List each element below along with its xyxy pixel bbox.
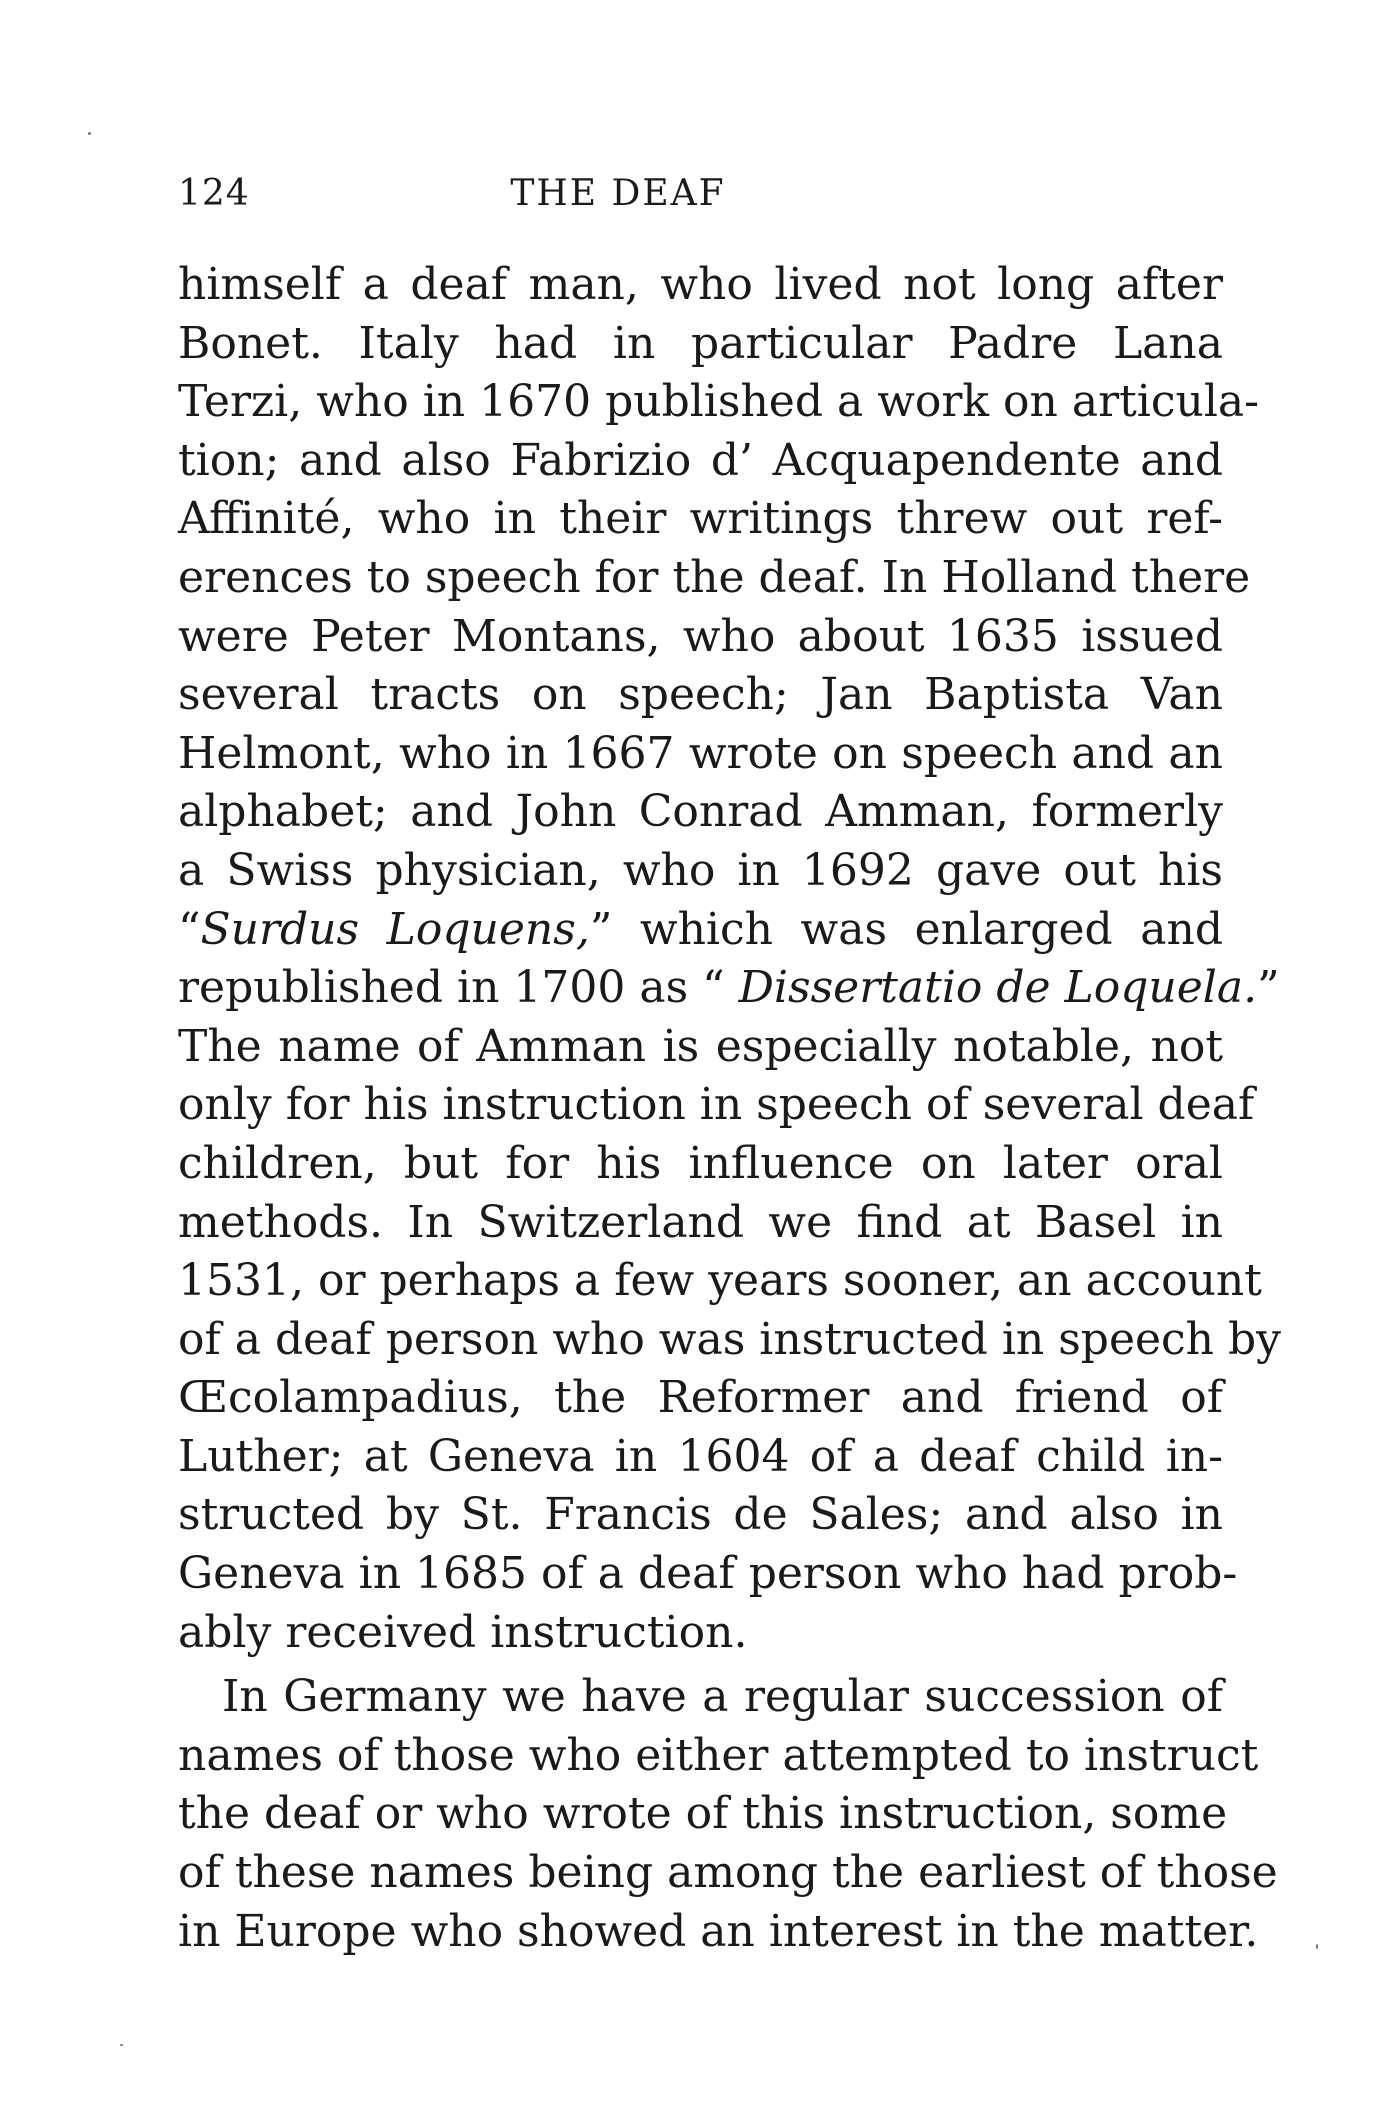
text-run: The name of Amman is especially notable, not [178,1020,1223,1072]
running-title: THE DEAF [510,173,726,214]
text-run: the deaf or who wrote of this instruction, some [178,1788,1228,1840]
text-run: ably received instruction. [178,1606,748,1658]
running-head [178,164,1223,224]
text-run: ” which was enlarged and [589,903,1223,955]
text-run: a Swiss physician, who in 1692 gave out his [178,844,1223,896]
paper-speck [88,132,91,135]
text-line [178,373,1260,432]
text-run: Œcolampadius, the Reformer and friend of [178,1372,1223,1424]
text-line [178,1604,1223,1663]
text-run: tion; and also Fabrizio d’ Acquapendente and [178,434,1223,486]
text-line [178,1668,1223,1727]
text-line [178,842,1223,901]
text-line [178,1076,1255,1135]
text-line [178,608,1223,667]
text-line [178,959,1280,1018]
italic-title: Surdus Loquens, [200,903,590,955]
text-run: In Germany we have a regular succession of [222,1671,1223,1723]
text-run: alphabet; and John Conrad Amman, formerly [178,786,1223,838]
text-line [178,783,1223,842]
text-run: Geneva in 1685 of a deaf person who had prob- [178,1548,1238,1600]
text-line [178,1135,1223,1194]
text-line [178,432,1223,491]
text-line [178,1428,1223,1487]
text-run: of a deaf person who was instructed in speech by [178,1313,1282,1365]
text-line [178,1194,1223,1253]
text-line [178,725,1223,784]
text-run: names of those who either attempted to instruct [178,1729,1259,1781]
text-run: 1531, or perhaps a few years sooner, an account [178,1255,1262,1307]
text-line [178,315,1223,374]
paragraph [178,1668,1278,1961]
text-line [178,1486,1223,1545]
text-run: only for his instruction in speech of several deaf [178,1079,1255,1131]
text-run: several tracts on speech; Jan Baptista Van [178,669,1223,721]
text-line [178,1311,1282,1370]
text-line [178,490,1223,549]
text-line [178,1727,1259,1786]
paper-speck [120,2044,123,2046]
text-run: structed by St. Francis de Sales; and also in [178,1489,1223,1541]
text-run: Terzi, who in 1670 published a work on articula- [178,376,1260,428]
text-run: Affinité, who in their writings threw out ref- [178,493,1223,545]
text-run: were Peter Montans, who about 1635 issued [178,610,1223,662]
text-run: of these names being among the earliest of those [178,1847,1278,1899]
page-number: 124 [178,173,250,214]
text-line [178,1785,1228,1844]
italic-title: Dissertatio de Loquela. [738,962,1258,1014]
text-line [178,666,1223,725]
text-line [178,1252,1262,1311]
text-run: children, but for his influence on later oral [178,1137,1223,1189]
text-line [178,1844,1278,1903]
paper-speck [1316,1944,1318,1949]
text-run: himself a deaf man, who lived not long after [178,259,1223,310]
paragraph [178,256,1282,1662]
text-run: “ [178,903,201,955]
body-text [178,256,1282,1961]
text-line [178,1903,1259,1962]
text-line [178,1369,1223,1428]
text-run: in Europe who showed an interest in the matter. [178,1905,1259,1957]
text-run: ” [1257,962,1280,1014]
text-line [178,256,1223,315]
text-run: Luther; at Geneva in 1604 of a deaf child in- [178,1430,1223,1482]
text-line [178,901,1223,960]
text-run: erences to speech for the deaf. In Holland there [178,551,1251,603]
text-run: Bonet. Italy had in particular Padre Lana [178,317,1223,369]
text-line [178,1018,1223,1077]
text-line [178,549,1251,608]
text-run: methods. In Switzerland we find at Basel in [178,1196,1223,1248]
text-run: Helmont, who in 1667 wrote on speech and an [178,727,1223,779]
text-run: republished in 1700 as “ [178,962,739,1014]
text-line [178,1545,1238,1604]
